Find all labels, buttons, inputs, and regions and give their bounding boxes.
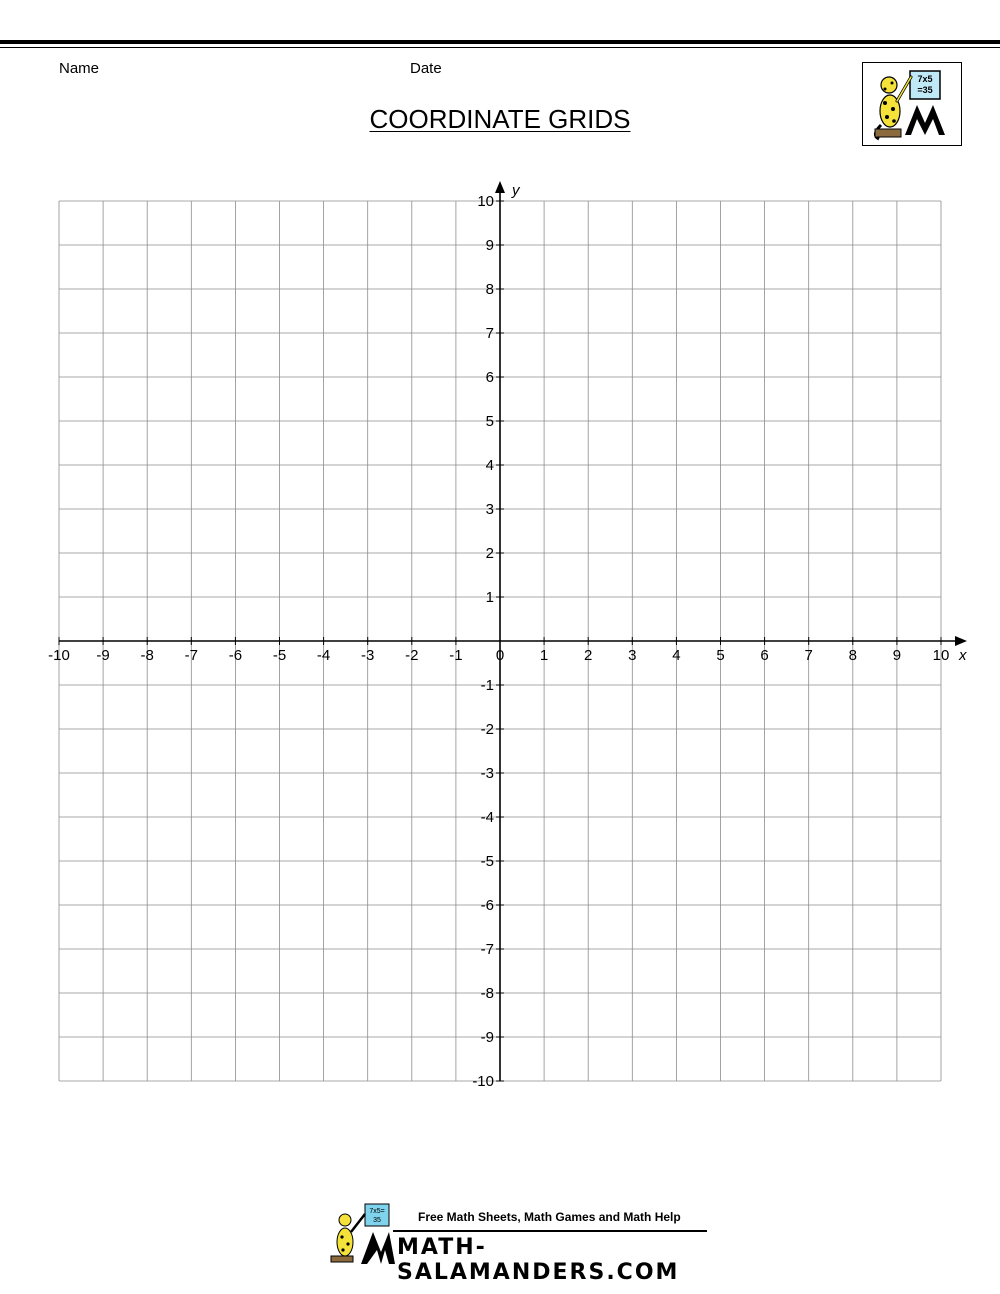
board-line-1: 7x5 [917,74,933,84]
math-salamanders-logo [862,62,962,146]
y-tick-label: -5 [480,853,494,870]
footer-site-name: MATH-SALAMANDERS.COM [397,1235,680,1285]
axes [59,181,967,1081]
y-tick-label: 5 [485,413,494,430]
x-tick-label: 6 [760,647,769,664]
name-label: Name [59,60,100,77]
x-tick-label: 8 [848,647,857,664]
x-tick-label: 10 [932,647,950,664]
x-tick-label: -3 [361,647,375,664]
y-tick-label: -1 [480,677,494,694]
footer-badge-line-2: 35 [373,1217,381,1224]
top-rule-thick [0,40,1000,44]
x-tick-label: 3 [628,647,637,664]
y-tick-label: 8 [485,281,494,298]
footer-badge-line-1: 7x5= [369,1208,385,1215]
y-tick-label: 9 [485,237,494,254]
x-axis-arrow-icon [955,636,967,646]
footer-divider [393,1230,707,1232]
y-tick-label: 4 [485,457,494,474]
x-tick-label: 1 [539,647,549,664]
y-axis-label: y [512,182,520,199]
x-tick-label: -8 [140,647,154,664]
coordinate-grid [0,170,1000,1090]
board-line-2: =35 [917,85,933,95]
top-rule-thin [0,47,1000,48]
x-tick-label: 9 [892,647,902,664]
salamander-head-icon [881,77,897,93]
y-tick-label: -6 [480,897,494,914]
page-title-text: COORDINATE GRIDS [369,104,631,134]
y-tick-label: -3 [480,765,494,782]
footer [325,1202,715,1285]
y-tick-label: -10 [472,1073,494,1090]
x-tick-label: -7 [184,647,198,664]
m-stand-icon [905,105,945,135]
date-label: Date [410,60,442,77]
y-tick-label: 3 [485,501,494,518]
x-tick-label: 2 [584,647,593,664]
y-tick-label: 1 [485,589,494,606]
y-tick-label: -9 [480,1029,494,1046]
salamander-teacher-icon [863,63,963,147]
y-tick-label: 7 [485,325,494,342]
x-tick-label: 4 [672,647,681,664]
y-tick-label: -8 [480,985,494,1002]
y-tick-label: 2 [485,545,494,562]
x-tick-label: -5 [272,647,287,664]
x-tick-label: 0 [495,647,505,664]
stool-icon [875,129,901,137]
y-tick-label: -7 [480,941,494,958]
x-tick-label: 7 [804,647,813,664]
x-tick-label: -9 [96,647,110,664]
x-tick-label: -4 [316,647,331,664]
x-tick-label: -6 [228,647,243,664]
x-tick-label: 5 [716,647,725,664]
x-tick-label: -2 [405,647,419,664]
x-tick-label: -10 [48,647,70,664]
y-tick-label: -2 [480,721,494,738]
y-tick-label: 6 [485,369,494,386]
footer-tagline: Free Math Sheets, Math Games and Math Help [418,1210,681,1224]
y-tick-label: -4 [480,809,494,826]
footer-salamander-icon [325,1202,395,1268]
x-tick-labels [48,647,949,664]
x-tick-label: -1 [449,647,463,664]
y-axis-arrow-icon [495,181,505,193]
x-axis-label: x [959,647,967,664]
y-tick-label: 10 [477,193,494,210]
page-title [0,104,1000,135]
